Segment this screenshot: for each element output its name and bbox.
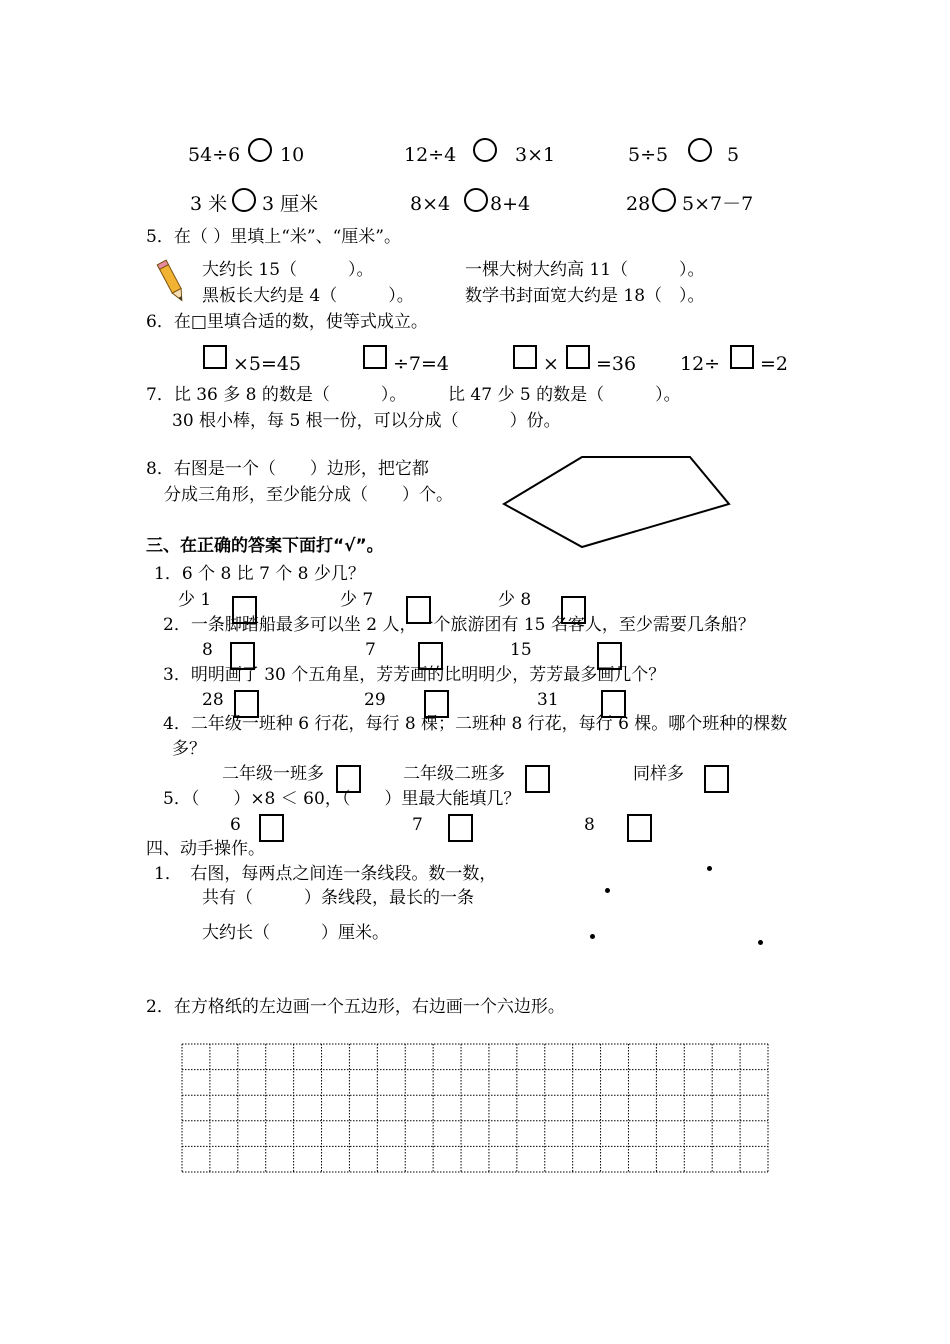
answer-box[interactable] (363, 345, 387, 369)
q6-e3b: =36 (596, 353, 637, 375)
point-dot (707, 866, 712, 871)
sec3-q2-opt3: 15 (510, 640, 532, 660)
compare-r1-a-right: 10 (280, 144, 305, 166)
sec3-q4-opt1: 二年级一班多 (222, 764, 324, 784)
q6-e2: ÷7=4 (393, 353, 450, 375)
compare-r2-a-right: 3 厘米 (262, 193, 319, 215)
compare-r1-c-right: 5 (727, 144, 740, 166)
sec4-q1-c: 大约长（ ）厘米。 (202, 923, 389, 943)
q8-a: 8．右图是一个（ ）边形，把它都 (146, 459, 429, 479)
q8-b: 分成三角形，至少能分成（ ）个。 (164, 485, 453, 505)
q6-e3: × (543, 353, 559, 375)
sec3-q3: 3．明明画了 30 个五角星，芳芳画的比明明少，芳芳最多画几个？ (163, 665, 666, 685)
sec3-q4-opt2: 二年级二班多 (403, 764, 505, 784)
sec3-q3-opt3: 31 (537, 690, 559, 710)
compare-circle-4[interactable] (232, 188, 256, 212)
sec4-q1-a: 1． 右图，每两点之间连一条线段。数一数， (154, 864, 497, 884)
q5-c: 黑板长大约是 4（ ）。 (202, 286, 414, 306)
q5-b: 一棵大树大约高 11（ ）。 (465, 260, 705, 280)
compare-r2-c-right: 5×7－7 (682, 193, 754, 215)
q6-e4a: 12÷ (680, 353, 721, 375)
compare-circle-2[interactable] (473, 138, 497, 162)
sec3-q1-opt1: 少 1 (178, 590, 212, 610)
sec3-q1-opt2: 少 7 (340, 590, 374, 610)
answer-box[interactable] (513, 345, 537, 369)
compare-r1-b-right: 3×1 (515, 144, 556, 166)
sec3-q4-opt3: 同样多 (633, 764, 684, 784)
q5-a: 大约长 15（ ）。 (202, 260, 374, 280)
compare-r1-a-left: 54÷6 (188, 144, 241, 166)
compare-circle-1[interactable] (248, 138, 272, 162)
sec3-q2-opt1: 8 (202, 640, 213, 660)
sec4-q2: 2．在方格纸的左边画一个五边形，右边画一个六边形。 (146, 997, 565, 1017)
pentagon-figure (500, 452, 740, 552)
answer-box[interactable] (566, 345, 590, 369)
check-box[interactable] (627, 814, 652, 842)
q7-c: 30 根小棒，每 5 根一份，可以分成（ ）份。 (172, 411, 561, 431)
sec3-q5-opt3: 8 (584, 815, 595, 835)
answer-box[interactable] (730, 345, 754, 369)
sec4-q1-b: 共有（ ）条线段，最长的一条 (202, 888, 474, 908)
q6-e1: ×5=45 (233, 353, 302, 375)
compare-r2-a-left: 3 米 (190, 193, 228, 215)
sec3-q5-opt2: 7 (412, 815, 423, 835)
sec3-q3-opt2: 29 (364, 690, 386, 710)
compare-r1-b-left: 12÷4 (404, 144, 457, 166)
compare-r2-c-left: 28 (626, 193, 651, 215)
sec4-title: 四、动手操作。 (146, 839, 265, 859)
compare-circle-6[interactable] (652, 188, 676, 212)
q5-title: 5．在（ ）里填上“米”、“厘米”。 (146, 227, 401, 247)
compare-circle-5[interactable] (464, 188, 488, 212)
sec3-q3-opt1: 28 (202, 690, 224, 710)
compare-r2-b-right: 8+4 (490, 193, 531, 215)
compare-r2-b-left: 8×4 (410, 193, 451, 215)
sec3-q4: 4．二年级一班种 6 行花，每行 8 棵；二班种 8 行花，每行 6 棵。哪个班种的棵数 (163, 714, 788, 734)
sec3-q5-opt1: 6 (230, 815, 241, 835)
q7-a: 7．比 36 多 8 的数是（ ）。 (146, 385, 407, 405)
check-box[interactable] (448, 814, 473, 842)
check-box[interactable] (704, 765, 729, 793)
pencil-icon (158, 258, 188, 308)
point-dot (758, 940, 763, 945)
check-box[interactable] (259, 814, 284, 842)
q6-e4b: =2 (760, 353, 789, 375)
compare-r1-c-left: 5÷5 (628, 144, 669, 166)
q5-d: 数学书封面宽大约是 18（ ）。 (465, 286, 705, 306)
sec3-q2: 2．一条脚踏船最多可以坐 2 人，一个旅游团有 15 名客人，至少需要几条船？ (163, 615, 755, 635)
grid-paper[interactable] (180, 1042, 770, 1174)
check-box[interactable] (525, 765, 550, 793)
sec3-q2-opt2: 7 (365, 640, 376, 660)
answer-box[interactable] (203, 345, 227, 369)
sec3-title: 三、在正确的答案下面打“√”。 (146, 536, 384, 556)
sec3-q5: 5．（ ）×8 ＜ 60，（ ）里最大能填几？ (163, 789, 521, 809)
q7-b: 比 47 少 5 的数是（ ）。 (448, 385, 681, 405)
point-dot (590, 934, 595, 939)
sec3-q4-b: 多？ (172, 739, 206, 759)
compare-circle-3[interactable] (688, 138, 712, 162)
q6-title: 6．在□里填合适的数，使等式成立。 (146, 312, 428, 332)
sec3-q1-opt3: 少 8 (498, 590, 532, 610)
point-dot (605, 888, 610, 893)
sec3-q1: 1．6 个 8 比 7 个 8 少几？ (154, 564, 365, 584)
